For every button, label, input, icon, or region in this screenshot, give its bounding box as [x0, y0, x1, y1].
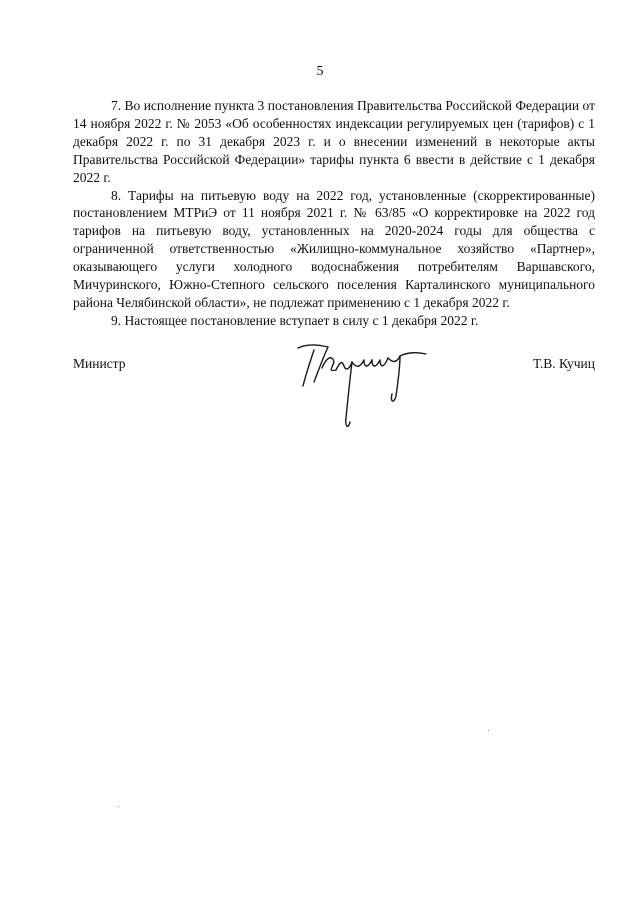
handwritten-signature — [292, 338, 442, 438]
document-body — [73, 97, 595, 330]
signatory-title: Министр — [73, 356, 126, 371]
scan-speck — [488, 730, 489, 731]
paragraph-9: 9. Настоящее постановление вступает в силу с 1 декабря 2022 г. — [111, 312, 479, 328]
page-number: 5 — [316, 64, 324, 79]
paragraph-7: 7. Во исполнение пункта 3 постановления Правительства Российской Федерации от 14 ноября 2022 г. № 2053 «Об особенностях индексации регулируемых цен (тарифов) с 1 декабря 2022 г. по 31 декабря 2023 г. и о внесении изменений в некоторые акты Правительства Российской Федерации» тарифы пункта 6 ввести в действие с 1 декабря 2022 г. — [73, 98, 595, 185]
scan-speck — [118, 806, 119, 807]
paragraph-8: 8. Тарифы на питьевую воду на 2022 год, установленные (скорректированные) постановлением МТРиЭ от 11 ноября 2021 г. № 63/85 «О корректировке на 2022 год тарифов на питьевую воду, установленных на 2020-2024 годы для общества с ограниченной ответственностью «Жилищно-коммунальное хозяйство «Партнер», оказывающего услуги холодного водоснабжения потребителям Варшавского, Мичуринского, Южно-Степного сельского поселения Карталинского муниципального района Челябинской области», не подлежат применению с 1 декабря 2022 г. — [73, 187, 595, 310]
signatory-name: Т.В. Кучиц — [532, 356, 595, 371]
